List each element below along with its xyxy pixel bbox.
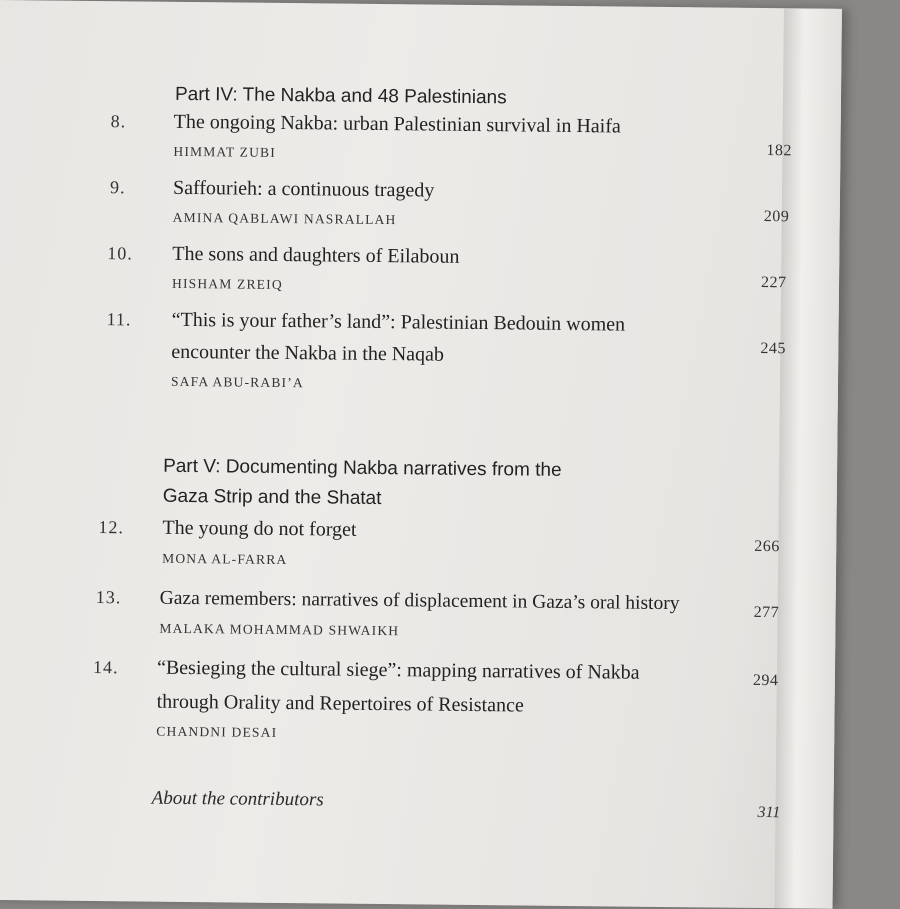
page-number: 245 <box>760 339 786 358</box>
about-contributors-page: 311 <box>757 803 781 822</box>
chapter-author: AMINA QABLAWI NASRALLAH <box>172 209 397 228</box>
page-number: 277 <box>753 603 780 622</box>
chapter-title-line-1: “This is your father’s land”: Palestinian Bedouin women <box>171 308 626 336</box>
part-5-title-line-2: Gaza Strip and the Shatat <box>162 485 382 510</box>
chapter-number: 13. <box>95 587 122 608</box>
chapter-author: MALAKA MOHAMMAD SHWAIKH <box>159 620 400 639</box>
chapter-number: 12. <box>98 517 125 538</box>
chapter-number: 10. <box>107 243 133 264</box>
chapter-author: HISHAM ZREIQ <box>171 275 283 292</box>
page-number: 266 <box>754 537 780 556</box>
part-5-title-line-1: Part V: Documenting Nakba narratives from the <box>163 455 562 481</box>
chapter-author: SAFA ABU-RABI’A <box>170 373 304 391</box>
page-number: 209 <box>763 208 790 226</box>
chapter-author: CHANDNI DESAI <box>156 723 278 740</box>
about-contributors-label: About the contributors <box>151 787 324 811</box>
chapter-title: The ongoing Nakba: urban Palestinian survival in Haifa <box>173 110 621 138</box>
chapter-number: 14. <box>92 657 119 678</box>
page-number: 294 <box>752 671 779 690</box>
chapter-number: 11. <box>106 309 132 330</box>
page-number: 182 <box>766 142 793 160</box>
chapter-title: Gaza remembers: narratives of displacement in Gaza’s oral history <box>159 587 680 615</box>
chapter-author: MONA AL-FARRA <box>162 550 288 568</box>
chapter-title-line-1: “Besieging the cultural siege”: mapping narratives of Nakba <box>156 656 640 684</box>
chapter-number: 8. <box>110 111 127 132</box>
chapter-title: Saffourieh: a continuous tragedy <box>172 176 435 202</box>
chapter-title: The sons and daughters of Eilaboun <box>172 242 460 268</box>
chapter-author: HIMMAT ZUBI <box>173 143 277 160</box>
part-4-title: Part IV: The Nakba and 48 Palestinians <box>174 83 507 109</box>
chapter-title: The young do not forget <box>162 516 357 541</box>
chapter-title-line-2: encounter the Nakba in the Naqab <box>171 340 445 366</box>
chapter-title-line-2: through Orality and Repertoires of Resistance <box>156 690 524 717</box>
chapter-number: 9. <box>109 177 126 198</box>
page-number: 227 <box>760 273 787 292</box>
